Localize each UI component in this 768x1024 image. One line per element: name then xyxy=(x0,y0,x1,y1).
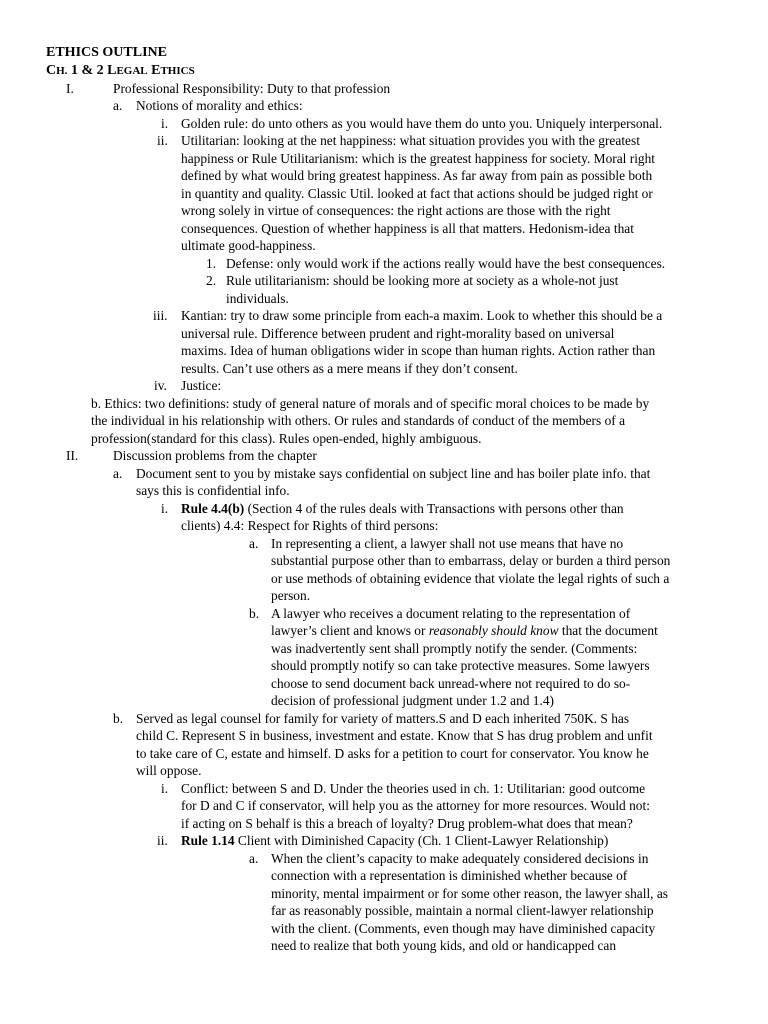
outline-line: Rule 4.4(b) (Section 4 of the rules deals with Transactions with persons other than xyxy=(181,501,624,516)
rule-reference: Rule 1.14 xyxy=(181,833,235,848)
outline-number: iii. xyxy=(153,308,168,323)
outline-line: b. Ethics: two definitions: study of general nature of morals and of specific moral choices to be made by xyxy=(91,396,650,411)
outline-line: to take care of C, estate and himself. D asks for a petition to court for conservator. You know he xyxy=(136,746,649,761)
outline-line: A lawyer who receives a document relating to the representation of xyxy=(271,606,631,621)
outline-line: for D and C if conservator, will help you as the attorney for more resources. Would not: xyxy=(181,798,650,813)
outline-line: need to realize that both young kids, and old or handicapped can xyxy=(271,938,617,953)
outline-line: Defense: only would work if the actions really would have the best consequences. xyxy=(226,256,666,271)
outline-line: maxims. Idea of human obligations wider in scope than human rights. Action rather than xyxy=(181,343,656,358)
outline-line: child C. Represent S in business, investment and estate. Know that S has drug problem and unfit xyxy=(136,728,653,743)
outline-number: I. xyxy=(66,81,74,96)
outline-line: or use methods of obtaining evidence that violate the legal rights of such a xyxy=(271,571,670,586)
outline-line: connection with a representation is diminished whether because of xyxy=(271,868,628,883)
outline-number: ii. xyxy=(157,833,168,848)
outline-line: decision of professional judgment under 1.2 and 1.4) xyxy=(271,693,555,708)
outline-line: choose to send document back unread-where not required to do so- xyxy=(271,676,631,691)
outline-number: 1. xyxy=(206,256,217,271)
outline-line: Rule 1.14 Client with Diminished Capacity (Ch. 1 Client-Lawyer Relationship) xyxy=(181,833,609,848)
outline-line: far as reasonably possible, maintain a normal client-lawyer relationship xyxy=(271,903,654,918)
outline-line: Discussion problems from the chapter xyxy=(113,448,317,463)
outline-line: Professional Responsibility: Duty to that profession xyxy=(113,81,391,96)
outline-line: lawyer’s client and knows or reasonably should know that the document xyxy=(271,623,658,638)
outline-line: says this is confidential info. xyxy=(136,483,290,498)
outline-line: clients) 4.4: Respect for Rights of third persons: xyxy=(181,518,439,533)
outline-number: a. xyxy=(249,851,259,866)
outline-number: a. xyxy=(113,98,123,113)
emphasis-text: reasonably should know xyxy=(428,623,559,638)
outline-number: i. xyxy=(161,781,169,796)
outline-line: defined by what would bring greatest happiness. As far away from pain as possible both xyxy=(181,168,653,183)
outline-number: 2. xyxy=(206,273,217,288)
outline-line: substantial purpose other than to embarrass, delay or burden a third person xyxy=(271,553,671,568)
outline-line: was inadvertently sent shall promptly notify the sender. (Comments: xyxy=(271,641,638,656)
outline-line: person. xyxy=(271,588,311,603)
outline-line: results. Can’t use others as a mere means if they don’t consent. xyxy=(181,361,518,376)
outline-line: individuals. xyxy=(226,291,289,306)
outline-line: ultimate good-happiness. xyxy=(181,238,316,253)
outline-number: a. xyxy=(113,466,123,481)
outline-line: the individual in his relationship with others. Or rules and standards of conduct of the members of a xyxy=(91,413,626,428)
outline-line: Conflict: between S and D. Under the theories used in ch. 1: Utilitarian: good outcome xyxy=(181,781,646,796)
outline-line: Document sent to you by mistake says confidential on subject line and has boiler plate info. that xyxy=(136,466,651,481)
outline-line: in quantity and quality. Classic Util. looked at fact that actions should be judged right or xyxy=(181,186,653,201)
outline-number: b. xyxy=(249,606,260,621)
outline-line: Utilitarian: looking at the net happiness: what situation provides you with the greatest xyxy=(181,133,640,148)
outline-number: i. xyxy=(161,116,169,131)
outline-line: universal rule. Difference between prudent and right-morality based on universal xyxy=(181,326,615,341)
outline-line: profession(standard for this class). Rules open-ended, highly ambiguous. xyxy=(91,431,482,446)
outline-number: II. xyxy=(66,448,79,463)
outline-line: Rule utilitarianism: should be looking more at society as a whole-not just xyxy=(226,273,619,288)
outline-line: Golden rule: do unto others as you would have them do unto you. Uniquely interpersonal. xyxy=(181,116,663,131)
outline-line: Kantian: try to draw some principle from each-a maxim. Look to whether this should be a xyxy=(181,308,663,323)
outline-line: Justice: xyxy=(181,378,222,393)
outline-line: In representing a client, a lawyer shall not use means that have no xyxy=(271,536,624,551)
rule-reference: Rule 4.4(b) xyxy=(181,501,245,516)
outline-number: a. xyxy=(249,536,259,551)
outline-line: happiness or Rule Utilitarianism: which is the greatest happiness for society. Moral right xyxy=(181,151,656,166)
outline-line: if acting on S behalf is this a breach of loyalty? Drug problem-what does that mean? xyxy=(181,816,633,831)
outline-number: iv. xyxy=(154,378,167,393)
outline-number: ii. xyxy=(157,133,168,148)
chapter-heading: CH. 1 & 2 LEGAL ETHICS xyxy=(46,63,195,78)
outline-line: When the client’s capacity to make adequately considered decisions in xyxy=(271,851,649,866)
outline-line: should promptly notify so can take protective measures. Some lawyers xyxy=(271,658,650,673)
outline-number: b. xyxy=(113,711,124,726)
outline-line: with the client. (Comments, even though may have diminished capacity xyxy=(271,921,656,936)
outline-number: i. xyxy=(161,501,169,516)
outline-line: minority, mental impairment or for some other reason, the lawyer shall, as xyxy=(271,886,669,901)
outline-line: consequences. Question of whether happiness is all that matters. Hedonism-idea that xyxy=(181,221,634,236)
outline-line: Notions of morality and ethics: xyxy=(136,98,303,113)
outline-line: Served as legal counsel for family for variety of matters.S and D each inherited 750K. S has xyxy=(136,711,630,726)
document-title: ETHICS OUTLINE xyxy=(46,45,167,60)
outline-line: will oppose. xyxy=(136,763,202,778)
outline-line: wrong solely in virtue of consequences: the right actions are those with the right xyxy=(181,203,611,218)
